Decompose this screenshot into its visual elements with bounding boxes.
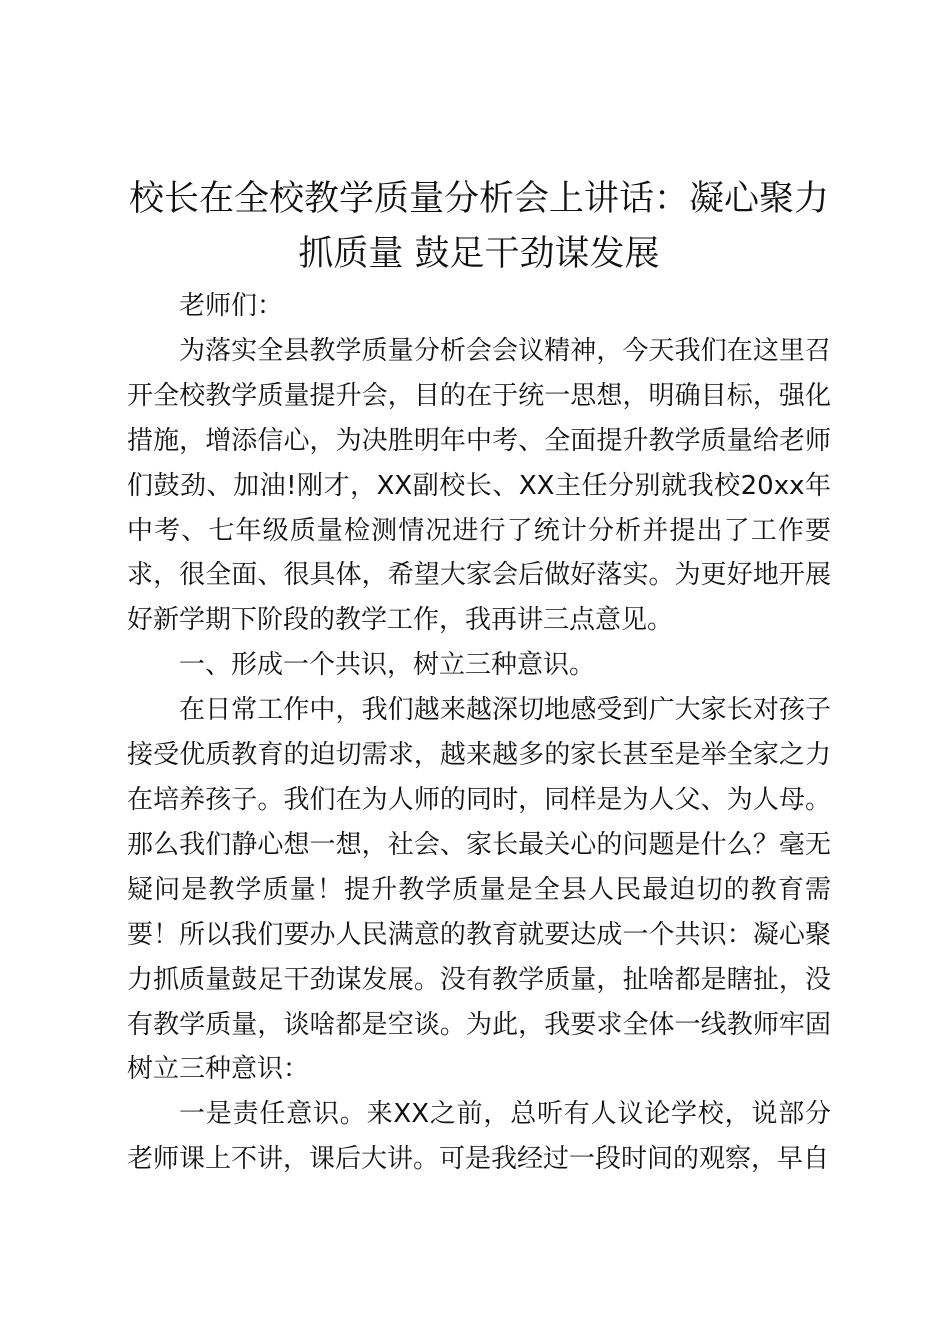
section-heading: 一、形成一个共识，树立三种意识。 — [179, 650, 596, 681]
document-content — [127, 172, 831, 1182]
title-line-2: 抓质量 鼓足干劲谋发展 — [298, 234, 660, 274]
document-body — [127, 284, 831, 1182]
document-title — [127, 172, 831, 282]
title-line-1: 校长在全校教学质量分析会上讲话：凝心聚力 — [128, 179, 829, 219]
body-paragraph: 一是责任意识。来XX之前，总听有人议论学校，说部分老师课上不讲，课后大讲。可是我经过一段时间的观察，早自 — [127, 1099, 831, 1175]
salutation: 老师们： — [179, 291, 284, 321]
body-paragraph: 为落实全县教学质量分析会会议精神，今天我们在这里召开全校教学质量提升会，目的在于统一思想，明确目标，强化措施，增添信心，为决胜明年中考、全面提升教学质量给老师们鼓劲、加油!刚才，XX副校长、XX主任分别就我校20xx年中考、七年级质量检测情况进行了统计分析并提出了工作要求，很全面、很具体，希望大家会后做好落实。为更好地开展好新学期下阶段的教学工作，我再讲三点意见。 — [127, 335, 831, 636]
body-paragraph: 在日常工作中，我们越来越深切地感受到广大家长对孩子接受优质教育的迫切需求，越来越多的家长甚至是举全家之力在培养孩子。我们在为人师的同时，同样是为人父、为人母。那么我们静心想一想，社会、家长最关心的问题是什么？毫无疑问是教学质量！提升教学质量是全县人民最迫切的教育需要！所以我们要办人民满意的教育就要达成一个共识：凝心聚力抓质量鼓足干劲谋发展。没有教学质量，扯啥都是瞎扯，没有教学质量，谈啥都是空谈。为此，我要求全体一线教师牢固树立三种意识： — [127, 695, 831, 1085]
